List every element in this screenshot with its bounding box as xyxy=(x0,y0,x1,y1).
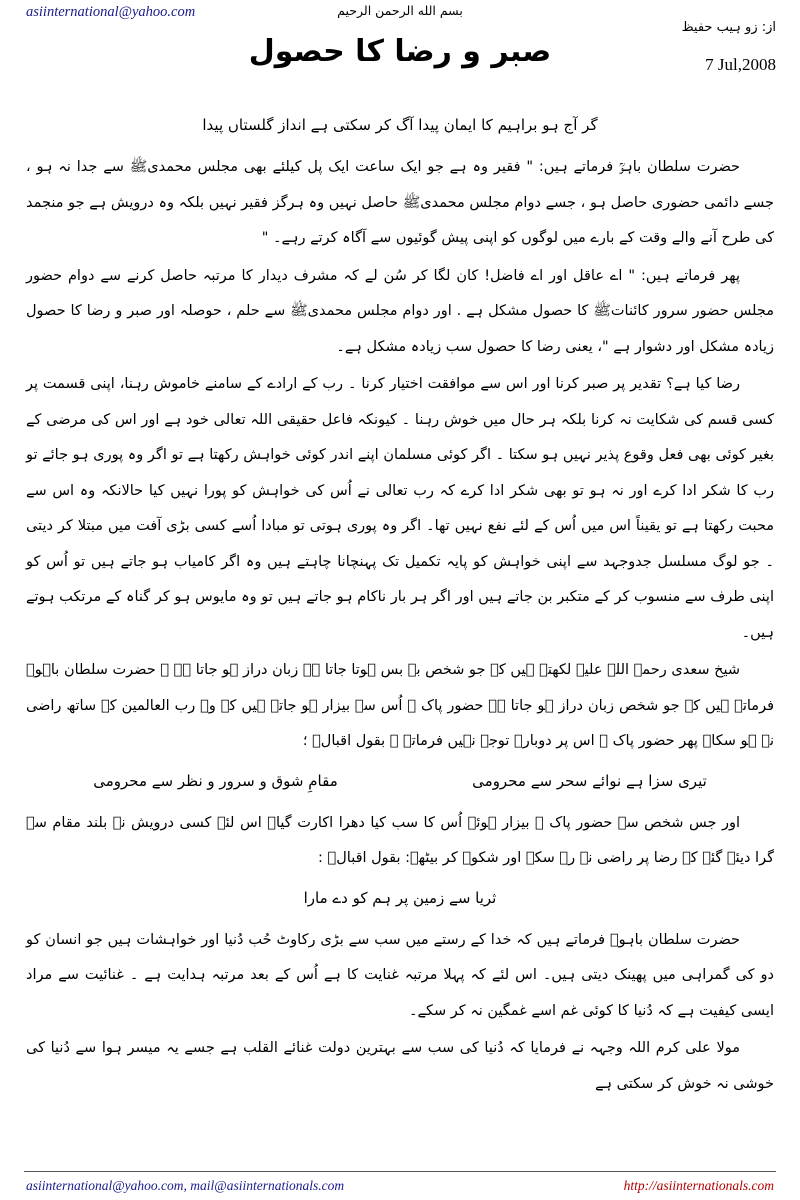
iqbal-verse-1-line-b: مقامِ شوق و سرور و نظر سے محرومی xyxy=(93,771,338,790)
document-header xyxy=(0,0,800,110)
footer-email[interactable]: asiinternational@yahoo.com, mail@asiinternationals.com xyxy=(26,1178,345,1193)
iqbal-verse-2: ثریا سے زمین پر ہم کو دے مارا xyxy=(303,888,497,907)
document-footer xyxy=(0,1178,800,1194)
header-email: asiinternational@yahoo.com xyxy=(26,4,196,20)
author-line: از: زو ہیب حفیظ xyxy=(681,20,776,35)
footer-divider xyxy=(24,1171,776,1172)
paragraph-1: حضرت سلطان باہوؒ فرماتے ہیں: " فقیر وہ ہے جو ایک ساعت ایک پل کیلئے بھی مجلس محمدیﷺ سے جدا نہ ہو ، جسے دائمی حضوری حاصل ہو ، جسے دوام مجلس محمدیﷺ حاصل نہیں وہ ہرگز فقیر نہیں بلکہ وہ درویش ہے جو منجمد کی طرح آنے والے وقت کے بارے میں لوگوں کو اپنی پیش گوئیوں سے آگاہ کرتے رہے۔ " xyxy=(26,159,774,247)
paragraph-2: پھر فرماتے ہیں: " اے عاقل اور اے فاضل! کان لگا کر سُن لے کہ مشرف دیدار کا مرتبہ حاصل کرنے سے دوام حضور مجلس حضور سرور کائناتﷺ کا حصول مشکل ہے . اور دوام مجلس محمدیﷺ سے حلم ، حوصلہ اور صبر و رضا کا حصول زیادہ مشکل اور دشوار ہے "، یعنی رضا کا حصول سب زیادہ مشکل ہے۔ xyxy=(26,267,774,355)
paragraph-6: حضرت سلطان باہوؒ فرماتے ہیں کہ خدا کے رستے میں سب سے بڑی رکاوٹ حُب دُنیا اور خواہشات ہیں جو انسان کو دو کی گمراہی میں پھینک دیتی ہیں۔ اس لئے کہ پہلا مرتبہ غنایت کا ہے اُس کے بعد مرتبہ ہدایت ہے ۔ غنائیت سے مراد ایسی کیفیت ہے کہ دُنیا کا کوئی غم اسے غمگین نہ کر سکے۔ xyxy=(26,931,774,1019)
iqbal-verse-1-line-a: تیری سزا ہے نوائے سحر سے محرومی xyxy=(472,771,707,790)
paragraph-3: رضا کیا ہے؟ تقدیر پر صبر کرنا اور اس سے موافقت اختیار کرنا ۔ رب کے ارادے کے سامنے خاموش رہنا، اپنی قسمت پر کسی قسم کی شکایت نہ کرنا بلکہ ہر حال میں خوش رہنا ۔ کیونکہ فاعل حقیقی اللہ تعالی خود ہے اور اس کی مرضی کے بغیر کوئی بھی فعل وقوع پذیر نہیں ہو سکتا ۔ اگر کوئی مسلمان اپنے اندر کوئی خواہش رکھتا ہے تو اگر وہ پوری ہو جائے تو رب کا شکر ادا کرے اور نہ ہو تو بھی شکر ادا کرے کہ رب تعالی نے اُس کی خواہش کو پورا نہیں کیا حالانکہ وہ اس سے محبت رکھتا ہے تو یقیناً اس میں اُس کے لئے نفع نہیں تھا۔ اگر وہ پوری ہوتی تو مبادا اُسے کسی بڑی آفت میں مبتلا کر دیتی ۔ جو لوگ مسلسل جدوجہد سے اپنی خواہش کو پایہ تکمیل تک پہنچانا چاہتے ہیں وہ اگر کامیاب ہو جاتے ہیں تو اُس کو اپنی طرف سے منسوب کر کے متکبر بن جاتے ہیں اور اگر ہر بار ناکام ہو جاتے ہیں تو وہ مایوس ہو کر گناہ کے مرتکب ہوتے ہیں۔ xyxy=(26,376,774,641)
paragraph-5: اور جس شخص سے حضور پاک ﷺ بیزار ہوئے اُس کا سب کیا دھرا اکارت گیا۔ اس لئے کسی درویش نے بلند مقام سے گرا دیئے گئے کہ رضا پر راضی نہ رہ سکے اور شکوہ کر بیٹھے: بقول اقبالؒ : xyxy=(26,814,774,867)
iqbal-verse-1 xyxy=(26,766,774,796)
bismillah-text: بسم الله الرحمن الرحيم xyxy=(337,3,463,18)
footer-website-link[interactable]: http://asiinternationals.com xyxy=(623,1178,774,1193)
document-date: 7 Jul,2008 xyxy=(705,55,776,74)
paragraph-4: شیخ سعدی رحمۃ اللہ علیہ لکھتے ہیں کہ جو شخص بے بس ہوتا جاتا ہے زبان دراز ہو جاتا ہے ۔ حضرت سلطان باہوؒ فرماتے ہیں کہ جو شخص زبان دراز ہو جاتا ہے حضور پاک ﷺ اُس سے بیزار ہو جاتے ہیں کہ وہ رب العالمین کے ساتھ راضی نہ ہو سکا۔ پھر حضور پاک ﷺ اس پر دوبارہ توجہ نہیں فرماتے ۔ بقول اقبالؒ ؛ xyxy=(26,662,774,750)
paragraph-7: مولا علی کرم اللہ وجہہ نے فرمایا کہ دُنیا کی سب سے بہترین دولت غنائے القلب ہے جسے یہ میسر ہوا سے دُنیا کی خوشی نہ خوش کر سکتی ہے xyxy=(26,1040,774,1092)
page-title: صبر و رضا کا حصول xyxy=(248,34,552,69)
document-body xyxy=(0,104,800,1104)
opening-verse: گر آج ہو براہیم کا ایمان پیدا آگ کر سکتی ہے انداز گلستاں پیدا xyxy=(202,116,598,134)
